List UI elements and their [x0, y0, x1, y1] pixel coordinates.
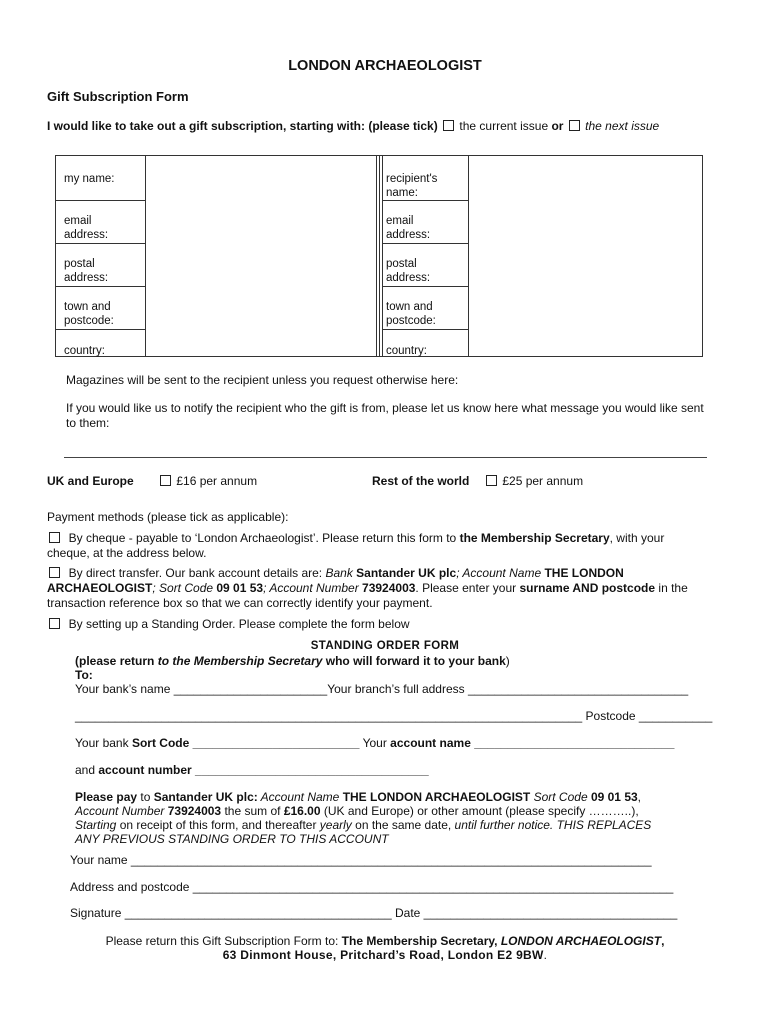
label-recipient-country: country:: [386, 345, 427, 357]
pay-2c: the sum of: [221, 804, 284, 818]
return-text-d: ): [505, 654, 510, 668]
pay-3c: yearly: [319, 818, 352, 832]
transfer-bank-label: Bank: [325, 566, 357, 580]
message-line[interactable]: [64, 457, 707, 458]
account-number-label: account number: [98, 763, 192, 777]
label-town-postcode: town and postcode:: [64, 301, 114, 327]
table-rule: [56, 200, 145, 201]
account-name-blank: ______________________________: [470, 736, 675, 750]
payment-standing-order: [47, 617, 410, 631]
signature-date-line[interactable]: Signature ________________________________________ Date ______________________________________: [70, 906, 678, 920]
my-details-field[interactable]: [146, 156, 376, 356]
message-note: If you would like us to notify the recipient who the gift is from, please let us know here what message you would like sent to them:: [66, 401, 704, 430]
transfer-checkbox[interactable]: [49, 567, 60, 578]
please-pay-line-2: [75, 804, 639, 818]
current-issue-checkbox[interactable]: [443, 120, 454, 131]
details-table: [55, 155, 703, 357]
label-recipient-name: recipient's name:: [386, 173, 438, 199]
pay-1b: to: [137, 790, 154, 804]
pay-2e: (UK and Europe) or other amount (please specify ………..),: [320, 804, 639, 818]
transfer-account-name: THE LONDON ARCHAEOLOGIST: [47, 566, 624, 595]
pay-2a: Account Number: [75, 804, 168, 818]
rest-of-world-option: [484, 474, 583, 488]
table-rule: [56, 329, 145, 330]
transfer-account-name-label: ; Account Name: [456, 566, 545, 580]
please-pay-line-3: [75, 818, 651, 832]
label-recipient-postal-address: postal address:: [386, 258, 431, 284]
table-divider: [379, 156, 380, 356]
footer-line-1: [0, 934, 770, 948]
label-recipient-town-postcode: town and postcode:: [386, 301, 436, 327]
rest-of-world-price: £25 per annum: [502, 474, 584, 488]
transfer-text-b: . Please enter your: [415, 581, 520, 595]
pay-1a: Please pay: [75, 790, 138, 804]
payment-heading: Payment methods (please tick as applicable):: [47, 510, 289, 524]
accno-text-a: and: [75, 763, 99, 777]
label-my-name: my name:: [64, 173, 115, 185]
pay-1g: 09 01 53: [590, 790, 638, 804]
table-rule: [56, 243, 145, 244]
transfer-account-number: 73924003: [362, 581, 416, 595]
uk-europe-price: £16 per annum: [176, 474, 258, 488]
rest-of-world-checkbox[interactable]: [486, 475, 497, 486]
sort-code-label: Sort Code: [131, 736, 190, 750]
return-text-a: (please return: [75, 654, 158, 668]
account-number-blank: ___________________________________: [191, 763, 429, 777]
label-postal-address: postal address:: [64, 258, 109, 284]
address-postcode-line[interactable]: Address and postcode ________________________________________________________________________: [70, 880, 674, 894]
postcode-line[interactable]: ____________________________________________________________________________ Postcode ___________: [75, 709, 713, 723]
pay-1e: THE LONDON ARCHAEOLOGIST: [342, 790, 531, 804]
table-rule: [382, 286, 468, 287]
label-recipient-email: email address:: [386, 215, 431, 241]
sort-text-d: Your: [359, 736, 391, 750]
pay-1c: Santander UK plc:: [153, 790, 258, 804]
pay-3a: Starting: [75, 818, 117, 832]
cheque-text-end: , with your cheque, at the address below.: [47, 531, 665, 560]
rest-of-world-label: Rest of the world: [372, 474, 470, 488]
transfer-bank: Santander UK plc: [356, 566, 457, 580]
pay-1h: ,: [637, 790, 642, 804]
bank-name-line[interactable]: Your bank’s name _______________________Your branch’s full address _________________________________: [75, 682, 689, 696]
please-pay-line-1: [75, 790, 641, 804]
intro-option-current: the current issue: [459, 119, 549, 133]
sort-code-blank: _________________________: [189, 736, 360, 750]
pay-3d: on the same date,: [351, 818, 455, 832]
standing-order-text: By setting up a Standing Order. Please complete the form below: [68, 617, 410, 631]
intro-lead: I would like to take out a gift subscription, starting with: (please tick): [47, 119, 438, 133]
transfer-account-number-label: ; Account Number: [263, 581, 363, 595]
return-text-c: who will forward it to your bank: [322, 654, 506, 668]
magazines-note: Magazines will be sent to the recipient unless you request otherwise here:: [66, 373, 459, 387]
footer-period: .: [543, 948, 548, 962]
table-rule: [382, 243, 468, 244]
label-email: email address:: [64, 215, 109, 241]
next-issue-checkbox[interactable]: [569, 120, 580, 131]
footer-comma: ,: [661, 934, 665, 948]
pay-1d: Account Name: [257, 790, 343, 804]
pay-2d: £16.00: [283, 804, 321, 818]
uk-europe-checkbox[interactable]: [160, 475, 171, 486]
payment-transfer: [47, 566, 702, 611]
payment-cheque: [47, 531, 702, 561]
pay-3e: until further notice. THIS REPLACES: [454, 818, 652, 832]
cheque-checkbox[interactable]: [49, 532, 60, 543]
pay-3b: on receipt of this form, and thereafter: [116, 818, 320, 832]
return-text-b: to the Membership Secretary: [157, 654, 323, 668]
pay-1f: Sort Code: [530, 790, 591, 804]
sort-text-a: Your bank: [75, 736, 132, 750]
table-rule: [382, 200, 468, 201]
intro-line: [47, 119, 659, 133]
pay-2b: 73924003: [167, 804, 222, 818]
footer-text-a: Please return this Gift Subscription Form to:: [105, 934, 342, 948]
standing-order-return: [75, 654, 510, 668]
label-country: country:: [64, 345, 105, 357]
your-name-line[interactable]: Your name ______________________________________________________________________________: [70, 853, 652, 867]
account-number-line[interactable]: [75, 763, 429, 777]
standing-order-checkbox[interactable]: [49, 618, 60, 629]
intro-option-next: the next issue: [585, 119, 660, 133]
recipient-details-field[interactable]: [469, 156, 702, 356]
account-name-label: account name: [390, 736, 471, 750]
transfer-sort-code: 09 01 53: [216, 581, 264, 595]
cheque-recipient: the Membership Secretary: [459, 531, 610, 545]
cheque-text: By cheque - payable to ‘London Archaeologist’. Please return this form to: [68, 531, 460, 545]
transfer-text-d: in the transaction reference box so that we can correctly identify your payment.: [47, 581, 688, 610]
form-subtitle: Gift Subscription Form: [47, 89, 189, 104]
transfer-sort-code-label: ; Sort Code: [152, 581, 217, 595]
standing-order-title: STANDING ORDER FORM: [310, 640, 460, 652]
please-pay-line-4: ANY PREVIOUS STANDING ORDER TO THIS ACCOUNT: [75, 832, 389, 846]
standing-order-to: To:: [75, 668, 93, 682]
transfer-reference: surname AND postcode: [519, 581, 656, 595]
table-rule: [382, 329, 468, 330]
footer-line-2: [0, 948, 770, 962]
footer-recipient: The Membership Secretary,: [341, 934, 501, 948]
uk-europe-label: UK and Europe: [47, 474, 134, 488]
table-divider: [376, 156, 377, 356]
intro-or: or: [551, 119, 564, 133]
transfer-text: By direct transfer. Our bank account details are:: [68, 566, 326, 580]
page-title: LONDON ARCHAEOLOGIST: [288, 58, 482, 74]
footer-address: 63 Dinmont House, Pritchard’s Road, London E2 9BW: [222, 948, 544, 962]
table-divider: [382, 156, 383, 356]
table-rule: [56, 286, 145, 287]
uk-europe-option: [158, 474, 257, 488]
footer-org: LONDON ARCHAEOLOGIST: [500, 934, 662, 948]
sort-code-line[interactable]: [75, 736, 674, 750]
